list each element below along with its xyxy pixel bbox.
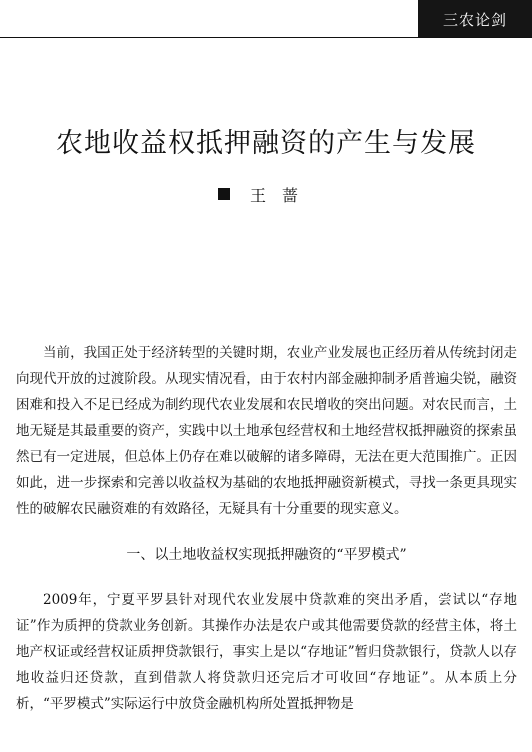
article-body (16, 340, 517, 717)
header-rule (0, 37, 532, 38)
intro-paragraph: 当前，我国正处于经济转型的关键时期，农业产业发展也正经历着从传统封闭走向现代开放的过渡阶段。从现实情况看，由于农村内部金融抑制矛盾普遍尖锐，融资困难和投入不足已经成为制约现代农业发展和农民增收的突出问题。对农民而言，土地无疑是其最重要的资产，实践中以土地承包经营权和土地经营权抵押融资的探索虽然已有一定进展，但总体上仍存在难以破解的诸多障碍，无法在更大范围推广。正因如此，进一步探索和完善以收益权为基础的农地抵押融资新模式，寻找一条更具现实性的破解农民融资难的有效路径，无疑具有十分重要的现实意义。 (16, 345, 517, 517)
author-square-icon (218, 188, 230, 200)
article-title: 农地收益权抵押融资的产生与发展 (56, 128, 476, 159)
section-paragraph: 2009年，宁夏平罗县针对现代农业发展中贷款难的突出矛盾，尝试以“存地证”作为质押的贷款业务创新。其操作办法是农户或其他需要贷款的经营主体，将土地产权证或经营权证质押贷款银行，事实上是以“存地证”暂归贷款银行，贷款人以存地收益归还贷款，直到借款人将贷款归还完后才可收回“存地证”。从本质上分析，“平罗模式”实际运行中放贷金融机构所处置抵押物是 (16, 592, 517, 712)
author-name: 王蔷 (249, 185, 314, 205)
section-tag: 三农论剑 (418, 0, 532, 37)
section-heading: 一、以土地收益权实现抵押融资的“平罗模式” (126, 547, 407, 563)
author-line (0, 181, 532, 207)
